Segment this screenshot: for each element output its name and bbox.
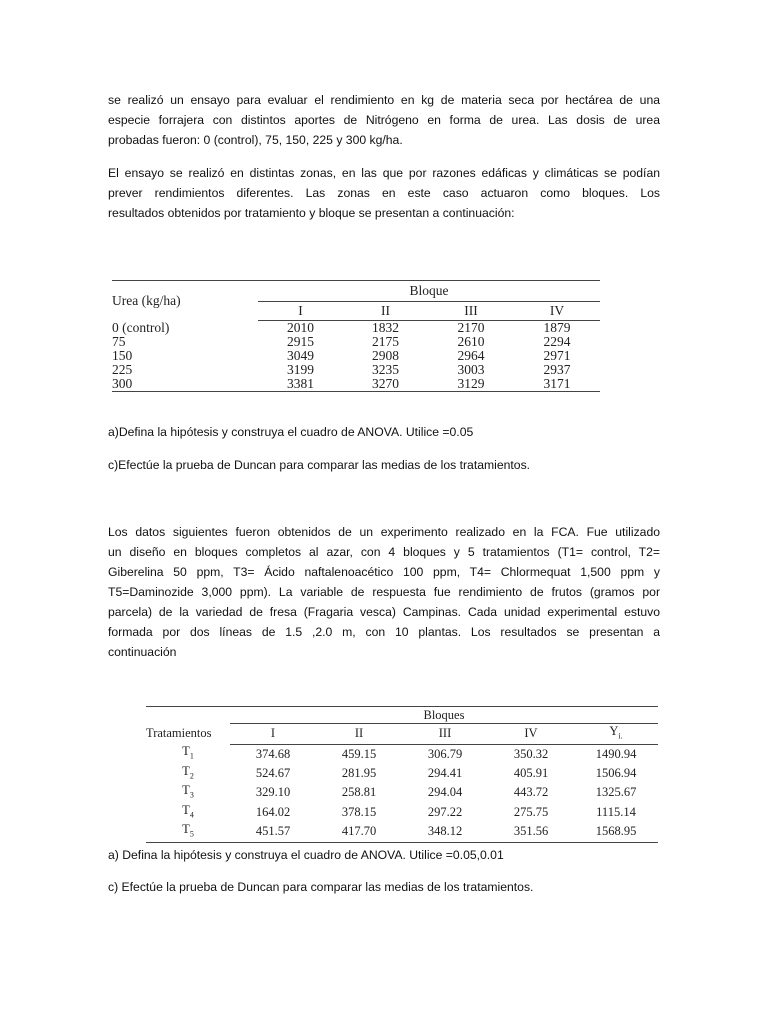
problem2-text [108,522,660,662]
cell: 1568.95 [574,822,658,842]
cell: 1325.67 [595,785,637,800]
cell: 3381 [258,377,343,392]
table-row [112,363,600,377]
cell: 459.15 [341,746,377,761]
row-label: 225 [112,362,133,377]
cell: 1115.14 [596,804,636,819]
cell: 294.41 [427,765,463,780]
text-line: El ensayo se realizó en distintas zonas, en las que por razones edáficas y climáticas se podían [108,166,660,180]
cell: 417.70 [316,822,402,842]
cell: 3235 [372,362,399,377]
table-row [112,377,600,392]
cell: 281.95 [341,765,377,780]
text-line: parcela) de la variedad de fresa (Fragaria vesca) Campinas. Cada unidad experimental estuvo [108,605,660,619]
problem2-question-c: c) Efectúe la prueba de Duncan para comparar las medias de los tratamientos. [108,880,534,894]
text-line: un diseño en bloques completos al azar, con 4 bloques y 5 tratamientos (T1= control, T2= [108,545,660,559]
problem1-context [108,163,660,223]
table-row [112,349,600,363]
problem2-question-a: a) Defina la hipótesis y construya el cuadro de ANOVA. Utilice =0.05,0.01 [108,848,504,862]
cell: 258.81 [341,785,377,800]
cell: 2610 [457,334,485,349]
column-header: I [230,724,316,745]
cell: 3199 [287,362,314,377]
table-row [146,783,658,803]
total-symbol: Y [609,724,619,738]
table-row [112,335,600,349]
cell: 1832 [372,320,399,335]
cell: 164.02 [255,804,291,819]
problem1-intro [108,90,660,150]
text-line: Giberelina 50 ppm, T3= Ácido naftalenoacético 100 ppm, T4= Chlormequat 1,500 ppm y [108,565,660,579]
cell: 3003 [457,362,485,377]
cell: 275.75 [513,804,549,819]
cell: 351.56 [488,822,574,842]
text-line: formada por dos líneas de 1.5 ,2.0 m, con 10 plantas. Los resultados se presentan a [108,625,660,639]
urea-yield-table [112,280,600,392]
column-header: III [402,724,488,745]
problem1-question-c: c)Efectúe la prueba de Duncan para comparar las medias de los tratamientos. [108,458,531,472]
text-line: se realizó un ensayo para evaluar el rendimiento en kg de materia seca por hectárea de una [108,93,660,107]
cell: 2937 [543,362,571,377]
text-line: continuación [108,645,177,659]
cell: 3049 [287,348,314,363]
row-label: $T_3$ [182,783,194,800]
cell: 2908 [372,348,399,363]
row-label: $T_1$ [182,744,194,761]
row-label: 75 [112,334,126,349]
cell: 405.91 [513,765,549,780]
table-row [146,803,658,823]
cell: 2294 [543,334,571,349]
problem1-question-a: a)Defina la hipótesis y construya el cuadro de ANOVA. Utilice =0.05 [108,425,474,439]
text-line: especie forrajera con distintos aportes de Nitrógeno en forma de urea. Las dosis de urea [108,113,660,127]
cell: 2010 [287,320,314,335]
cell: 2170 [457,320,485,335]
row-label: $T_2$ [182,763,194,780]
cell: 2971 [543,348,571,363]
column-header: IV [514,302,600,321]
row-label: 300 [112,377,258,392]
cell: 3270 [343,377,428,392]
cell: 524.67 [255,765,291,780]
cell: 1879 [543,320,571,335]
text-line: probadas fueron: 0 (control), 75, 150, 225 y 300 kg/ha. [108,133,403,147]
row-label: $T_4$ [182,802,194,819]
table-row [112,321,600,336]
group-header: Bloque [258,281,600,302]
total-subscript: i. [618,731,623,741]
cell: 3129 [428,377,514,392]
row-label: 0 (control) [112,319,170,335]
cell: 3171 [514,377,600,392]
column-header: III [428,302,514,321]
cell: 306.79 [427,746,463,761]
table-row [146,764,658,784]
table-row [146,822,658,842]
cell: 294.04 [427,785,463,800]
cell: 1506.94 [595,765,637,780]
table-row [146,744,658,764]
strawberry-yield-table [146,706,658,843]
text-line: Los datos siguientes fueron obtenidos de un experimento realizado en la FCA. Fue utilizado [108,525,660,539]
cell: 348.12 [402,822,488,842]
column-header: I [258,302,343,321]
cell: 451.57 [230,822,316,842]
row-header: Tratamientos [146,707,230,745]
text-line: resultados obtenidos por tratamiento y bloque se presentan a continuación: [108,206,515,220]
cell: 2915 [287,334,314,349]
row-header: Urea (kg/ha) [112,281,258,321]
row-label: $T_5$ [146,822,230,842]
row-label: 150 [112,348,133,363]
cell: 297.22 [427,804,463,819]
cell: 329.10 [255,785,291,800]
column-header: IV [488,724,574,745]
text-line: T5=Daminozide 3,000 ppm). La variable de respuesta fue rendimiento de frutos (gramos por [108,585,660,599]
cell: 2175 [372,334,399,349]
text-line: prever rendimientos diferentes. Las zonas en este caso actuaron como bloques. Los [108,186,660,200]
cell: 443.72 [513,785,549,800]
cell: 378.15 [341,804,377,819]
column-header-total [574,724,658,745]
cell: 1490.94 [595,746,637,761]
column-header: II [343,302,428,321]
column-header: II [316,724,402,745]
group-header: Bloques [230,707,658,724]
cell: 374.68 [255,746,291,761]
cell: 350.32 [513,746,549,761]
cell: 2964 [457,348,485,363]
